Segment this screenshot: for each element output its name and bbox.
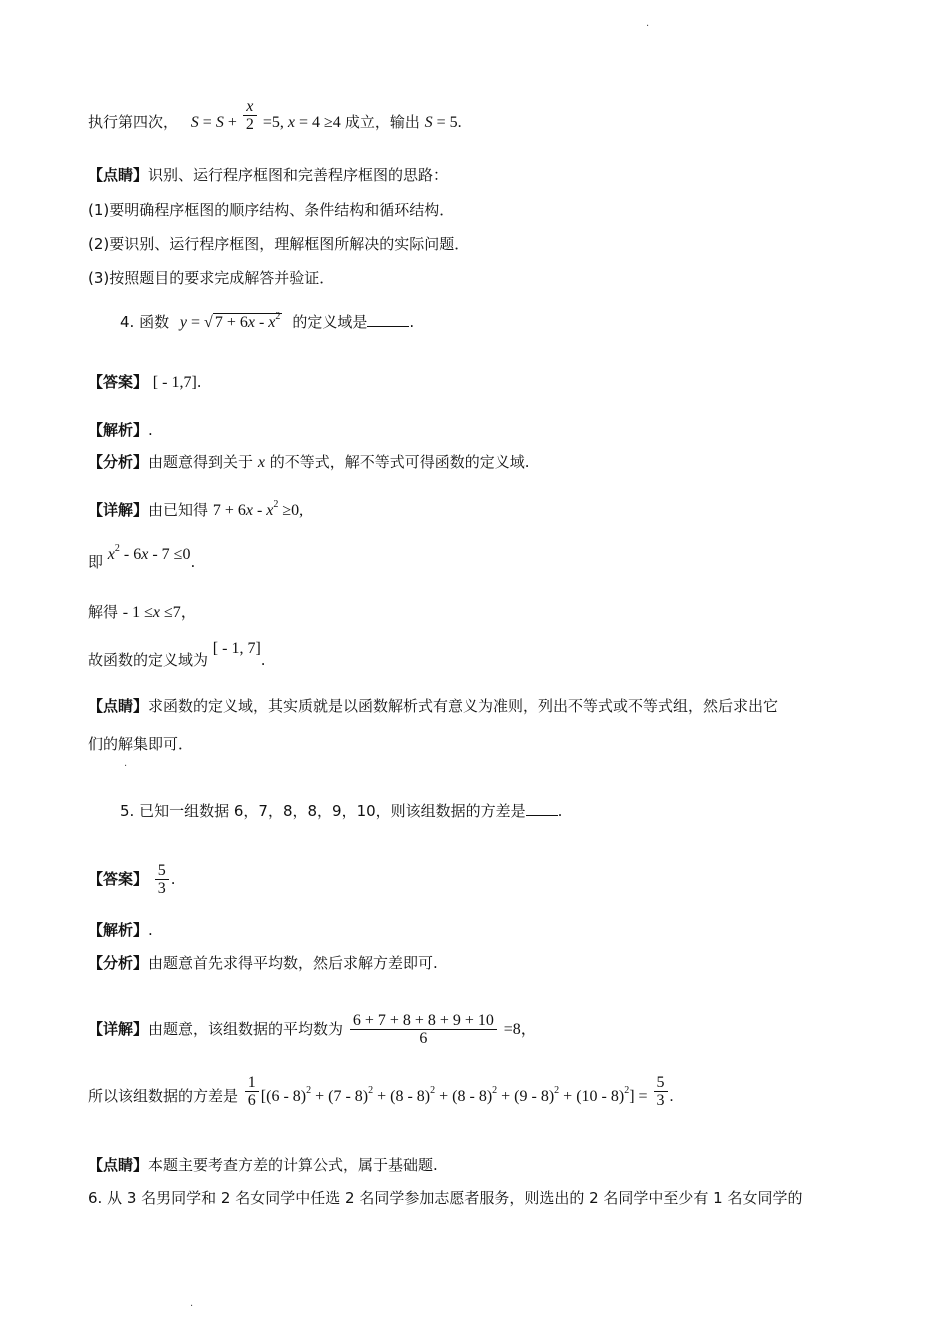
variance-coefficient: [245, 1074, 259, 1109]
mean-fraction: [350, 1012, 497, 1047]
mean-denominator: 6: [350, 1029, 497, 1047]
analysis-tag: 【解析】: [88, 921, 149, 939]
function-formula: y = √ $7 + 6x - x^2$: [179, 311, 281, 331]
fenxi-var: x: [257, 454, 265, 471]
answer-fraction: [155, 862, 169, 897]
ji-label: 即: [88, 553, 104, 571]
s3-tip-item-3: (3)按照题目的要求完成解答并验证．: [88, 269, 335, 287]
fenxi-text: 由题意首先求得平均数，然后求解方差即可.: [148, 954, 438, 972]
tip-tag: 【点睛】: [88, 166, 149, 184]
exec-fourth-formula: S = S + $\frac{x}{2}$ =5, x = 4 ≥4: [190, 98, 345, 133]
tip-tag: 【点睛】: [88, 697, 149, 715]
q5-detail: [88, 1012, 537, 1047]
q4-question: 4. 函数 y = √ $7 + 6x - x^2$ 的定义域是 .: [120, 311, 415, 331]
inequality-3: - 1 ≤x ≤7，: [122, 604, 197, 621]
answer-tag: 【答案】: [88, 870, 149, 888]
question-text: 已知一组数据 6，7，8，8，9，10，则该组数据的方差是: [139, 802, 526, 820]
detail-tag: 【详解】: [88, 1020, 149, 1038]
exec-fourth-output: S = 5.: [424, 114, 462, 132]
detail-tag: 【详解】: [88, 501, 149, 519]
tip-text: 本题主要考查方差的计算公式，属于基础题.: [148, 1156, 438, 1174]
q4-answer: 【答案】 [ - 1,7].: [88, 373, 202, 391]
question-number: 4.: [120, 313, 135, 331]
tip-tag: 【点睛】: [88, 1156, 149, 1174]
q5-question: 5. 已知一组数据 6，7，8，8，9，10，则该组数据的方差是 .: [120, 802, 563, 820]
answer-blank: [526, 801, 558, 816]
tip-text: 求函数的定义域，其实质就是以函数解析式有意义为准则，列出不等式或不等式组，然后求出它: [148, 697, 779, 715]
stray-mark: .: [190, 1298, 194, 1309]
analysis-tag: 【解析】: [88, 421, 149, 439]
q4-detail: [88, 500, 303, 521]
mean-numerator: 6 + 7 + 8 + 8 + 9 + 10: [352, 1012, 494, 1029]
conclusion-value: [ - 1, 7]: [212, 640, 261, 657]
coefficient-denominator: 6: [245, 1091, 259, 1109]
answer-value: [ - 1,7]: [152, 374, 197, 391]
s3-tip-item-2: (2)要识别、运行程序框图，理解框图所解决的实际问题．: [88, 235, 470, 253]
variance-result: [654, 1074, 668, 1109]
question-post: 的定义域是: [292, 313, 368, 331]
fenxi-pre: 由题意得到关于: [148, 453, 254, 471]
variance-formula: $\frac{1}{6}$ [(6 - 8)$^2$ + (7 - 8)$^2$ + (8 - 8)$^2$ + (8 - 8)$^2$ + (9 - 8)$^2$ + (10 - 8)$^2$] = $\frac{5}{3}$ .: [243, 1088, 674, 1105]
q4-ji: 即 $x^2 - 6x - 7 \le 0$.: [88, 543, 196, 571]
fenxi-post: 的不等式，解不等式可得函数的定义域.: [269, 453, 530, 471]
q4-tip-line-1: [88, 696, 778, 716]
s3-tip-item-1: (1)要明确程序框图的顺序结构、条件结构和循环结构．: [88, 201, 455, 219]
q6-question: 6. 从 3 名男同学和 2 名女同学中任选 2 名同学参加志愿者服务，则选出的 2 名同学中至少有 1 名女同学的: [88, 1189, 803, 1207]
q5-answer: 【答案】 $\frac{5}{3}$ .: [88, 862, 176, 897]
q5-analysis: 【解析】.: [88, 921, 153, 939]
q5-variance: [88, 1074, 674, 1115]
q4-tip-line-2: 们的解集即可．: [88, 735, 194, 753]
q4-solve: [88, 602, 197, 623]
inequality-2: $x^2 - 6x - 7 \le 0$: [107, 543, 191, 563]
coefficient-numerator: 1: [247, 1074, 256, 1091]
exec-fourth-prefix: 执行第四次，: [88, 113, 179, 132]
answer-denominator: 3: [155, 879, 169, 897]
s3-tip-line: [88, 165, 448, 185]
q5-fenxi: [88, 953, 438, 973]
q4-analysis: 【解析】.: [88, 421, 153, 439]
q4-fenxi: [88, 452, 529, 473]
fenxi-tag: 【分析】: [88, 954, 149, 972]
q5-tip: [88, 1155, 438, 1175]
detail-text: 由题意，该组数据的平均数为: [148, 1020, 344, 1038]
mean-result: =8，: [503, 1021, 537, 1038]
answer-tag: 【答案】: [88, 373, 149, 391]
detail-pre: 由已知得: [148, 501, 209, 519]
tip-text: 识别、运行程序框图和完善程序框图的思路：: [148, 166, 449, 184]
jiede-label: 解得: [88, 603, 119, 621]
question-number: 5.: [120, 802, 135, 820]
answer-numerator: 5: [157, 862, 166, 879]
question-pre: 函数: [139, 313, 170, 331]
inequality-1: $7 + 6x - x^2 \ge 0$,: [212, 499, 304, 519]
exec-fourth-mid: 成立，输出: [344, 113, 420, 132]
stray-mark: .: [124, 758, 128, 769]
exec-fourth-line: [88, 98, 462, 141]
conclusion-pre: 故函数的定义域为: [88, 651, 209, 669]
variance-text: 所以该组数据的方差是: [88, 1087, 239, 1106]
result-denominator: 3: [654, 1091, 668, 1109]
result-numerator: 5: [656, 1074, 665, 1091]
fenxi-tag: 【分析】: [88, 453, 149, 471]
answer-blank: [367, 312, 409, 327]
q4-conclusion: 故函数的定义域为 [ - 1, 7].: [88, 640, 266, 669]
stray-mark: .: [646, 18, 650, 29]
